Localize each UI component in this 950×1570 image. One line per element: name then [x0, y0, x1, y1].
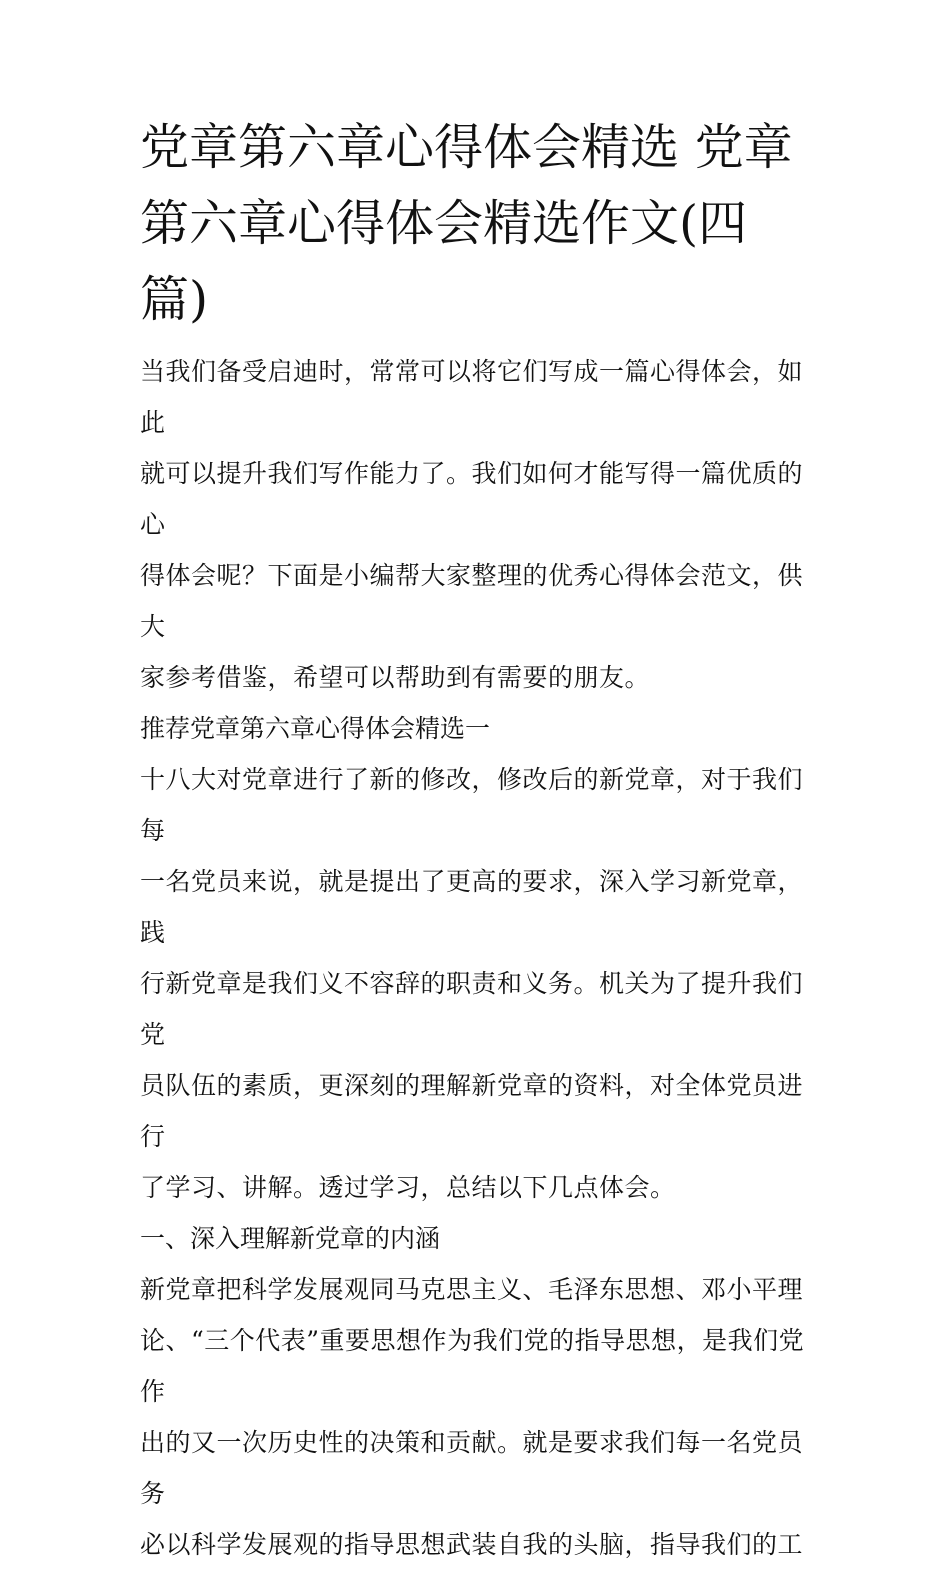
text-line: 当我们备受启迪时，常常可以将它们写成一篇心得体会，如此 — [140, 357, 804, 437]
text-line: 员队伍的素质，更深刻的理解新党章的资料，对全体党员进行 — [140, 1071, 804, 1151]
title-line: 党章第六章心得体会精选 党章 — [140, 119, 793, 176]
body-paragraph-1 — [140, 754, 820, 1213]
text-line: 得体会呢？下面是小编帮大家整理的优秀心得体会范文，供大 — [140, 561, 804, 641]
text-line: 新党章把科学发展观同马克思主义、毛泽东思想、邓小平理 — [140, 1275, 804, 1304]
title-line: 第六章心得体会精选作文(四 — [140, 195, 748, 252]
intro-paragraph — [140, 346, 820, 703]
text-line: 出的又一次历史性的决策和贡献。就是要求我们每一名党员务 — [140, 1428, 804, 1508]
text-line: 行新党章是我们义不容辞的职责和义务。机关为了提升我们党 — [140, 969, 804, 1049]
title-line: 篇) — [140, 271, 209, 328]
document-title — [140, 110, 820, 338]
text-line: 论、“三个代表”重要思想作为我们党的指导思想，是我们党作 — [140, 1326, 805, 1406]
section-heading: 推荐党章第六章心得体会精选一 — [140, 714, 491, 743]
text-line: 就可以提升我们写作能力了。我们如何才能写得一篇优质的心 — [140, 459, 804, 539]
point-heading: 一、深入理解新党章的内涵 — [140, 1224, 441, 1253]
text-line: 了学习、讲解。透过学习，总结以下几点体会。 — [140, 1173, 676, 1202]
body-paragraph-2 — [140, 1264, 820, 1570]
text-line: 一名党员来说，就是提出了更高的要求，深入学习新党章，践 — [140, 867, 804, 947]
text-line: 家参考借鉴，希望可以帮助到有需要的朋友。 — [140, 663, 651, 692]
document-page — [140, 110, 820, 1570]
text-line: 十八大对党章进行了新的修改，修改后的新党章，对于我们每 — [140, 765, 804, 845]
text-line: 必以科学发展观的指导思想武装自我的头脑，指导我们的工 — [140, 1530, 804, 1559]
